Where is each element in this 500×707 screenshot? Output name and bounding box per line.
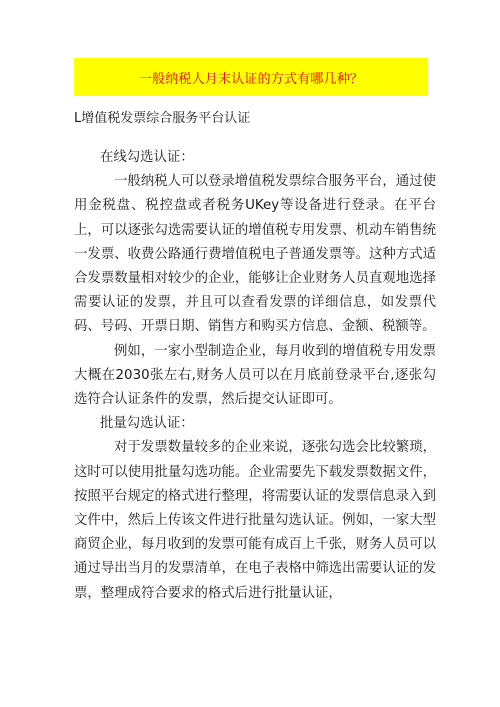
online-paragraph-1: 一般纳税人可以登录增值税发票综合服务平台，通过使用金税盘、税控盘或者税务UKey等设备进行登录。在平台上，可以逐张勾选需要认证的增值税专用发票、机动车销售统一发票、收费公路通行费增值税电子普通发票等。这种方式适合发票数量相对较少的企业，能够让企业财务人员直观地选择需要认证的发票，并且可以查看发票的详细信息，如发票代码、号码、开票日期、销售方和购买方信息、金额、税额等。 [74, 174, 436, 335]
document-body [74, 146, 436, 606]
batch-heading: 批量勾选认证： [100, 416, 194, 432]
title-banner [74, 58, 428, 96]
batch-paragraph-1: 对于发票数量较多的企业来说，逐张勾选会比较繁琐，这时可以使用批量勾选功能。企业需要先下载发票数据文件，按照平台规定的格式进行整理，将需要认证的发票信息录入到文件中，然后上传该文件进行批量勾选认证。例如，一家大型商贸企业，每月收到的发票可能有成百上千张，财务人员可以通过导出当月的发票清单，在电子表格中筛选出需要认证的发票，整理成符合要求的格式后进行批量认证， [74, 440, 436, 601]
document-title: 一般纳税人月末认证的方式有哪几种？ [138, 71, 364, 87]
online-heading: 在线勾选认证： [100, 150, 194, 165]
section-heading: L增值税发票综合服务平台认证 [74, 111, 251, 126]
online-paragraph-2: 例如，一家小型制造企业，每月收到的增值税专用发票大概在2030张左右,财务人员可以在月底前登录平台,逐张勾选符合认证条件的发票，然后提交认证即可。 [74, 343, 436, 408]
